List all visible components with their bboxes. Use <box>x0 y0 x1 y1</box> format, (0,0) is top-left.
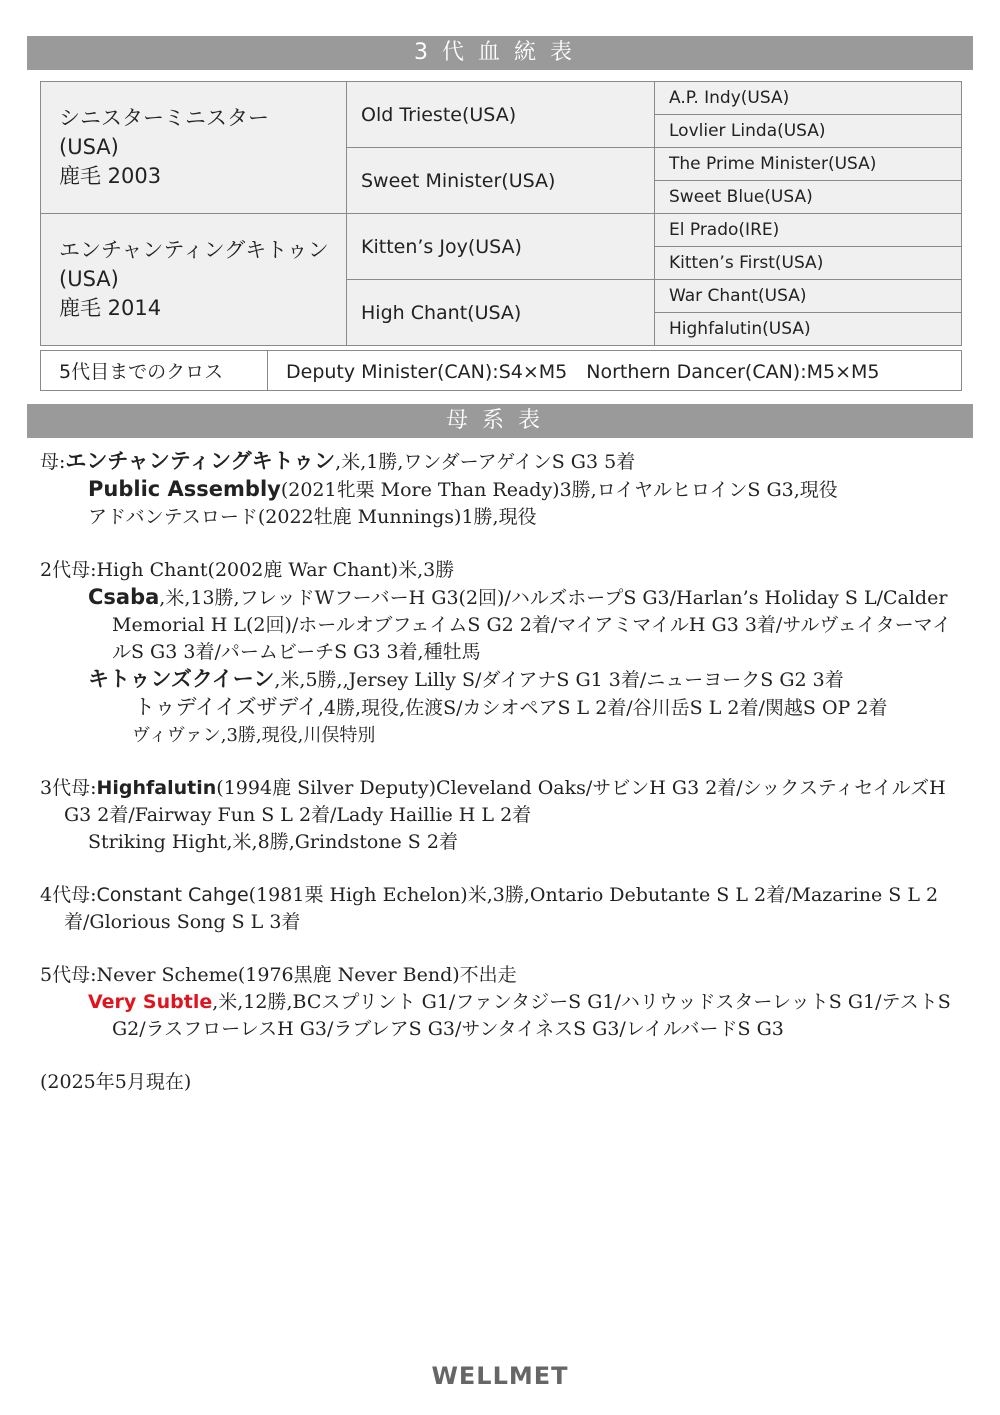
sire-detail: 鹿毛 2003 <box>59 164 162 188</box>
sire-dam-sire: The Prime Minister(USA) <box>655 148 962 181</box>
cross-label: 5代目までのクロス <box>41 351 268 391</box>
pedigree-header: 3代血統表 <box>27 36 973 70</box>
dam-child-2: アドバンテスロード(2022牡鹿 Munnings)1勝,現役 <box>88 506 537 528</box>
pedigree-table <box>40 81 962 346</box>
sire-cell <box>41 82 347 214</box>
fifth-dam-line: 5代母:Never Scheme(1976黒鹿 Never Bend)不出走 <box>40 964 517 986</box>
sire-dam: Sweet Minister(USA) <box>347 148 655 214</box>
sire-dam-dam: Sweet Blue(USA) <box>655 181 962 214</box>
dam-line <box>40 448 965 476</box>
dam-sire-dam: Kitten’s First(USA) <box>655 247 962 280</box>
sire-sire: Old Trieste(USA) <box>347 82 655 148</box>
dam-dam-dam: Highfalutin(USA) <box>655 313 962 346</box>
cross-table <box>40 350 962 391</box>
dam-child-1 <box>40 476 965 504</box>
dam-child-1-rest: (2021牝栗 More Than Ready)3勝,ロイヤルヒロインS G3,現役 <box>280 479 838 501</box>
dam-sire-sire: El Prado(IRE) <box>655 214 962 247</box>
dam-sire: Kitten’s Joy(USA) <box>347 214 655 280</box>
very-subtle-rest: ,米,12勝,BCスプリント G1/ファンタジーS G1/ハリウッドスターレットS G1/テストS G2/ラスフローレスH G3/ラブレアS G3/サンタイネスS G3/レイルバードS G3 <box>112 991 951 1040</box>
dam-dam: High Chant(USA) <box>347 280 655 346</box>
dam-cell <box>41 214 347 346</box>
third-dam-line <box>40 775 965 829</box>
dam-dam-sire: War Chant(USA) <box>655 280 962 313</box>
tooday-name: トゥデイイズザデイ <box>134 695 318 719</box>
tooday-entry <box>40 694 965 722</box>
csaba-entry <box>40 584 965 666</box>
dam-line-rest: ,米,1勝,ワンダーアゲインS G3 5着 <box>335 451 636 473</box>
third-dam-rest: (1994鹿 Silver Deputy)Cleveland Oaks/サビンH G3 2着/シックスティセイルズH G3 2着/Fairway Fun S L 2着/Lady Haillie H L 2着 <box>64 777 946 826</box>
dam-child-1-name: Public Assembly <box>88 477 281 501</box>
family-section <box>40 448 965 1096</box>
tooday-rest: ,4勝,現役,佐渡S/カシオペアS L 2着/谷川岳S L 2着/関越S OP 2着 <box>317 697 888 719</box>
third-dam-name: Highfalutin <box>96 777 217 799</box>
as-of-date: (2025年5月現在) <box>40 1071 192 1093</box>
sire-name: シニスターミニスター <box>59 106 269 130</box>
vivian-entry: ヴィヴァン,3勝,現役,川俣特別 <box>132 725 376 746</box>
very-subtle-name: Very Subtle <box>88 991 213 1013</box>
fourth-dam-rest: (1981栗 High Echelon)米,3勝,Ontario Debutante S L 2着/Mazarine S L 2着/Glorious Song S L 3着 <box>64 884 939 933</box>
kittens-queen-rest: ,米,5勝,,Jersey Lilly S/ダイアナS G1 3着/ニューヨークS G2 3着 <box>274 669 844 691</box>
wellmet-logo: WELLMET <box>431 1362 569 1390</box>
family-header: 母系表 <box>27 404 973 438</box>
dam-origin: (USA) <box>59 267 119 291</box>
dam-detail: 鹿毛 2014 <box>59 296 162 320</box>
dam-name: エンチャンティングキトゥン <box>59 238 329 262</box>
fourth-dam-prefix: 4代母: <box>40 884 97 906</box>
kittens-queen-entry <box>40 666 965 694</box>
sire-sire-sire: A.P. Indy(USA) <box>655 82 962 115</box>
sire-origin: (USA) <box>59 135 119 159</box>
dam-line-name: エンチャンティングキトゥン <box>65 449 336 473</box>
dam-prefix: 母: <box>40 451 66 473</box>
csaba-rest: ,米,13勝,フレッドWフーバーH G3(2回)/ハルズホープS G3/Harlan’s Holiday S L/Calder Memorial H L(2回)/ホールオブフェイムS G2 2着/マイアミマイルH G3 3着/サルヴェイターマイルS G3 3着/パームビーチS G3 3着,種牡馬 <box>112 587 952 663</box>
fourth-dam-name: Constant Cahge <box>96 884 249 906</box>
csaba-name: Csaba <box>88 585 160 609</box>
kittens-queen-name: キトゥンズクイーン <box>88 667 275 691</box>
very-subtle-entry <box>40 989 965 1043</box>
second-dam-line: 2代母:High Chant(2002鹿 War Chant)米,3勝 <box>40 559 455 581</box>
sire-sire-dam: Lovlier Linda(USA) <box>655 115 962 148</box>
fourth-dam-line <box>40 882 965 936</box>
third-dam-prefix: 3代母: <box>40 777 97 799</box>
cross-value: Deputy Minister(CAN):S4×M5 Northern Dancer(CAN):M5×M5 <box>268 351 962 391</box>
striking-entry: Striking Hight,米,8勝,Grindstone S 2着 <box>88 831 458 853</box>
